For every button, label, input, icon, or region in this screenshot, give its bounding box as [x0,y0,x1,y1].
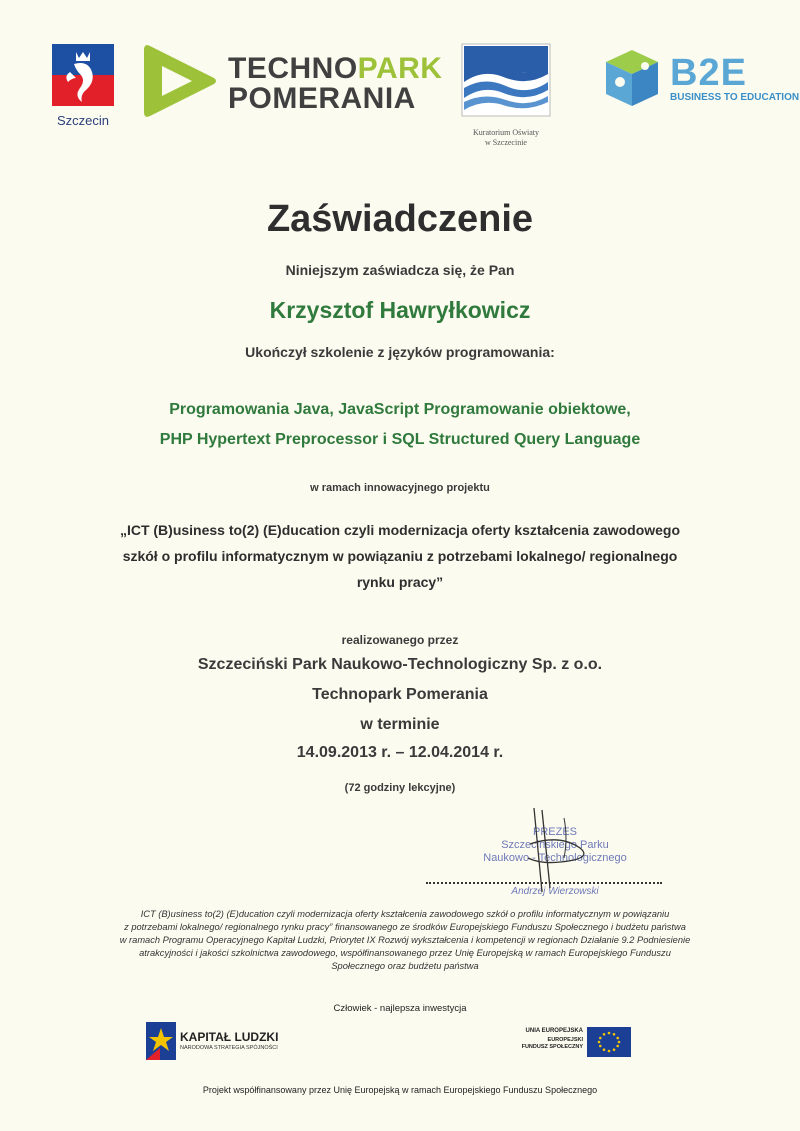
szczecin-caption: Szczecin [56,113,110,128]
president-stamp: PREZES Szczecińskiego Parku Naukowo - Technologicznego Andrzej Wierzowski [483,826,627,897]
kapital-ludzki-logo: KAPITAŁ LUDZKI NARODOWA STRATEGIA SPÓJNOŚCI [144,1020,314,1064]
technopark-line2: POMERANIA [228,82,416,115]
organization-line-1: Szczeciński Park Naukowo-Technologiczny Sp. z o.o. [197,656,603,673]
course-line-1: Programowania Java, JavaScript Programowanie obiektowe, [169,401,631,418]
kuratorium-logo [460,42,552,148]
footer-text: Projekt współfinansowany przez Unię Europejską w ramach Europejskiego Funduszu Społecznego [202,1085,598,1095]
course-line-2: PHP Hypertext Preprocessor i SQL Structured Query Language [159,431,641,448]
technopark-play-icon [140,42,220,120]
certificate-intro: Niniejszym zaświadcza się, że Pan [285,262,515,278]
motto-text: Człowiek - najlepsza inwestycja [333,1003,467,1014]
kuratorium-waves-icon [460,42,552,120]
signature-line [426,882,662,884]
framework-text: w ramach innowacyjnego projektu [310,482,490,494]
certificate-title: Zaświadczenie [266,198,534,240]
term-label: w terminie [360,716,440,733]
technopark-logo [140,42,443,120]
project-title-line-3: rynku pracy” [356,574,444,590]
eu-flag-icon [587,1027,631,1057]
b2e-logo [600,46,800,110]
eu-logo: UNIA EUROPEJSKA EUROPEJSKI FUNDUSZ SPOŁECZNY [515,1025,635,1065]
szczecin-flag-icon [52,44,114,106]
project-title-line-2: szkół o profilu informatycznym w powiązaniu z potrzebami lokalnego/ regionalnego [122,548,678,564]
funding-note: ICT (B)usiness to(2) (E)ducation czyli modernizacja oferty kształcenia zawodowego szkół o profilu informatycznym w powiązaniu z potrzebami lokalnego/ regionalnego rynku pracy” finansowanego ze środków Europejskiego Funduszu Społecznego i budżetu państwa w ramach Programu Operacyjnego Kapitał Ludzki, Priorytet IX Rozwój wykształcenia i kompetencji w regionach Działanie 9.2 Podniesienie atrakcyjności i jakości szkolnictwa zawodowego, współfinansowanego przez Unię Europejską w ramach Europejskiego Funduszu Społecznego oraz budżetu państwa [119,909,691,971]
realized-by-text: realizowanego przez [341,633,459,647]
b2e-title: B2E [670,52,747,94]
signature-icon [468,804,628,894]
completed-text: Ukończył szkolenie z języków programowania: [245,344,555,360]
date-range: 14.09.2013 r. – 12.04.2014 r. [296,744,504,761]
kuratorium-caption: Kuratorium Oświaty w Szczecinie [473,128,539,147]
b2e-subtitle: BUSINESS TO EDUCATION [670,92,800,103]
recipient-name: Krzysztof Hawryłkowicz [269,297,531,323]
hours-count: (72 godziny lekcyjne) [344,782,456,794]
project-title-line-1: „ICT (B)usiness to(2) (E)ducation czyli modernizacja oferty kształcenia zawodowego [119,522,681,538]
szczecin-logo [52,44,114,136]
puzzle-cube-icon [600,46,664,110]
technopark-line1: TECHNOPARK [228,52,443,85]
kapital-ludzki-star-icon [144,1020,178,1062]
organization-line-2: Technopark Pomerania [312,686,488,703]
